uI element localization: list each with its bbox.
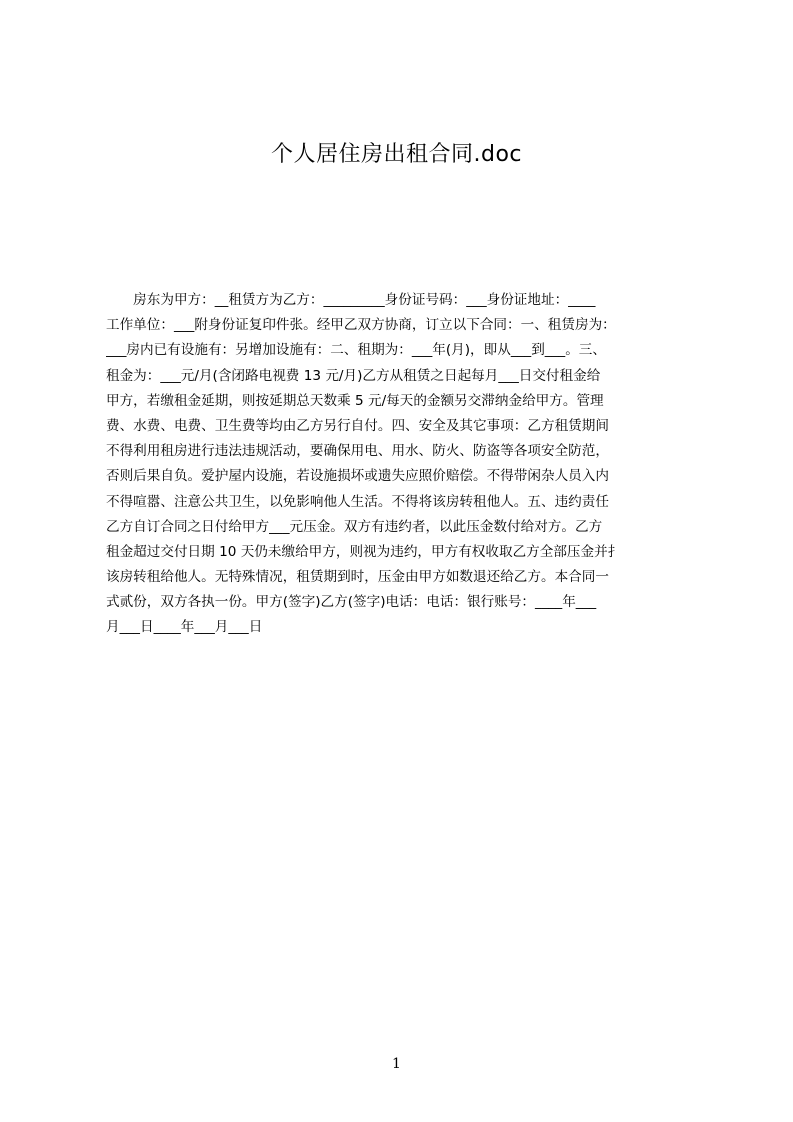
body-line: 甲方，若缴租金延期，则按延期总天数乘 5 元/每天的金额另交滞纳金给甲方。管理 [106, 392, 604, 409]
body-line: 房东为甲方：__租赁方为乙方：_________身份证号码：___身份证地址：____ [106, 292, 596, 308]
document-title: 个人居住房出租合同.doc [270, 142, 522, 167]
body-line: 月___日____年___月___日 [106, 619, 263, 636]
body-line: ___房内已有设施有：另增加设施有：二、租期为：___年(月)，即从___到___。三、 [106, 342, 606, 359]
body-line: 式贰份，双方各执一份。甲方(签字)乙方(签字)电话：电话：银行账号：____年___ [106, 594, 597, 611]
body-line: 租金超过交付日期 10 天仍未缴给甲方，则视为违约，甲方有权收取乙方全部压金并扌 [106, 543, 622, 560]
body-line: 租金为：___元/月(含闭路电视费 13 元/月)乙方从租赁之日起每月___日交付租金给 [106, 367, 601, 384]
body-line: 否则后果自负。爱护屋内设施，若设施损坏或遗失应照价赔偿。不得带闲杂人员入内 [106, 468, 609, 485]
body-line: 该房转租给他人。无特殊情况，租赁期到时，压金由甲方如数退还给乙方。本合同一 [106, 569, 609, 586]
page-number: 1 [392, 1056, 401, 1072]
body-line: 费、水费、电费、卫生费等均由乙方另行自付。四、安全及其它事项：乙方租赁期间 [106, 417, 609, 434]
body-line: 工作单位：___附身份证复印件张。经甲乙双方协商，订立以下合同：一、租赁房为： [106, 317, 616, 334]
body-line: 不得喧嚣、注意公共卫生，以免影响他人生活。不得将该房转租他人。五、违约责任 [106, 493, 609, 510]
contract-body [106, 288, 700, 641]
body-line: 不得利用租房进行违法违规活动，要确保用电、用水、防火、防盗等各项安全防范， [106, 443, 609, 460]
body-line: 乙方自订合同之日付给甲方___元压金。双方有违约者，以此压金数付给对方。乙方 [106, 518, 603, 535]
